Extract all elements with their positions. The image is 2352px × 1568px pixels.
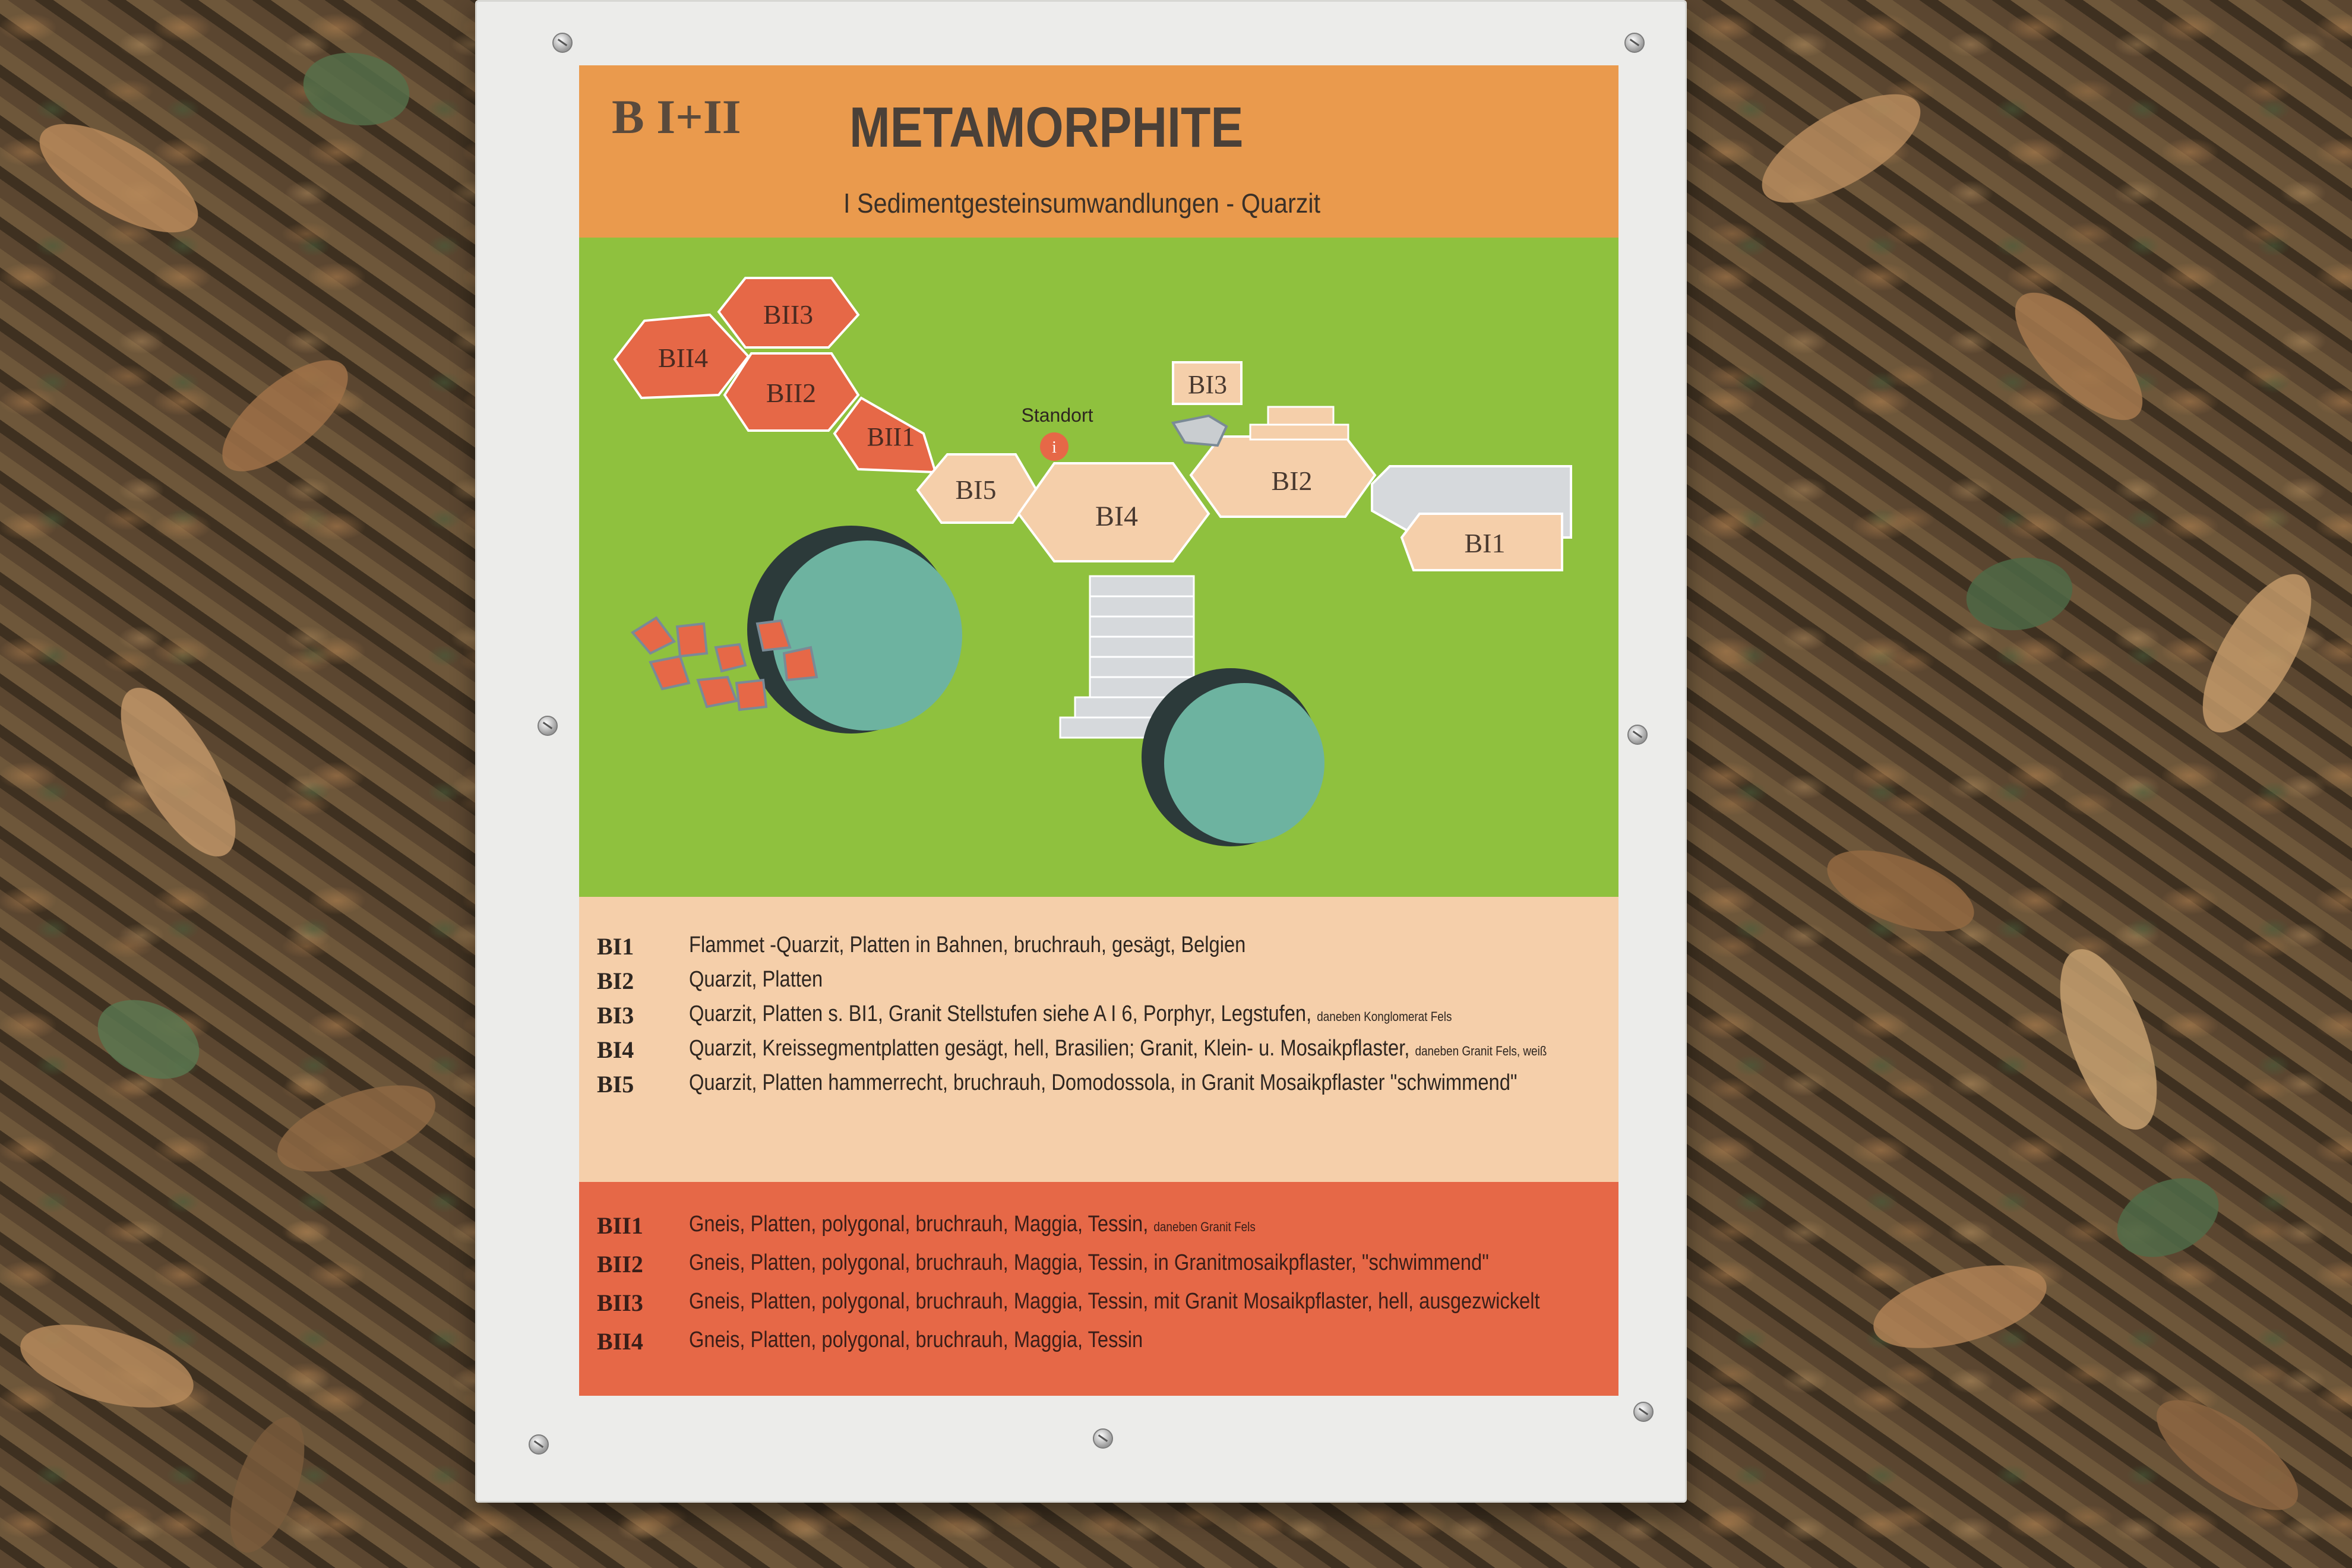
screw-icon: [552, 33, 573, 53]
legend-text: Gneis, Platten, polygonal, bruchrauh, Maggia, Tessin, mit Granit Mosaikpflaster, hell, ausgezwickelt: [689, 1289, 1540, 1314]
legend-code: BII2: [597, 1251, 643, 1278]
section-code: B I+II: [612, 90, 741, 144]
screw-icon: [538, 716, 558, 736]
label-b2-3: BII3: [763, 299, 814, 330]
legend-text: Gneis, Platten, polygonal, bruchrauh, Maggia, Tessin, daneben Granit Fels: [689, 1212, 1256, 1237]
b1-3-step-2: [1250, 425, 1348, 440]
legend-code: BI2: [597, 968, 634, 994]
legend-code: BI1: [597, 933, 634, 960]
legend-text: Flammet -Quarzit, Platten in Bahnen, bruchrauh, gesägt, Belgien: [689, 932, 1246, 957]
legend-group-b2: [579, 1182, 1618, 1396]
label-b1-2: BI2: [1271, 466, 1313, 496]
legend-note: daneben Granit Fels, weiß: [1415, 1044, 1547, 1058]
standort-label: Standort: [1021, 404, 1093, 426]
info-panel: [579, 65, 1618, 1396]
sign-header: [579, 65, 1618, 238]
legend-code: BII1: [597, 1212, 643, 1239]
site-map-drawing: [579, 238, 1618, 897]
screw-icon: [1093, 1428, 1113, 1449]
label-b1-4: BI4: [1095, 501, 1138, 532]
label-b2-4: BII4: [657, 343, 709, 373]
label-b2-1: BII1: [867, 422, 915, 451]
legend-text: Quarzit, Platten s. BI1, Granit Stellstufen siehe A I 6, Porphyr, Legstufen, daneben Konglomerat Fels: [689, 1001, 1452, 1026]
sign-subtitle: I Sedimentgesteinsumwandlungen - Quarzit: [843, 188, 1321, 219]
legend-text: Gneis, Platten, polygonal, bruchrauh, Maggia, Tessin: [689, 1327, 1143, 1352]
rock-bed-left: [772, 540, 962, 731]
legend-code: BII4: [597, 1328, 643, 1355]
label-b1-1: BI1: [1464, 528, 1506, 558]
legend-note: daneben Konglomerat Fels: [1317, 1009, 1452, 1024]
legend-code: BI3: [597, 1002, 634, 1029]
legend-code: BI4: [597, 1036, 634, 1063]
legend-code: BII3: [597, 1289, 643, 1316]
screw-icon: [529, 1434, 549, 1455]
label-b2-2: BII2: [766, 378, 817, 408]
screw-icon: [1624, 33, 1645, 53]
b1-3-step-1: [1268, 407, 1333, 425]
screw-icon: [1627, 725, 1648, 745]
legend-text: Quarzit, Platten: [689, 967, 823, 992]
b1-3-stone: [1173, 416, 1226, 445]
legend-group-b1: [579, 897, 1618, 1182]
standort-info: i: [1052, 438, 1057, 457]
legend-text: Gneis, Platten, polygonal, bruchrauh, Maggia, Tessin, in Granitmosaikpflaster, "schwimmend": [689, 1250, 1489, 1275]
rock-bed-right: [1164, 683, 1324, 843]
legend-text: Quarzit, Kreissegmentplatten gesägt, hell, Brasilien; Granit, Klein- u. Mosaikpflaster, daneben Granit Fels, weiß: [689, 1036, 1547, 1061]
site-map: [579, 238, 1618, 897]
legend-note: daneben Granit Fels: [1153, 1219, 1256, 1234]
label-b1-5: BI5: [955, 475, 997, 505]
legend-code: BI5: [597, 1071, 634, 1098]
legend-text: Quarzit, Platten hammerrecht, bruchrauh, Domodossola, in Granit Mosaikpflaster "schwimmend": [689, 1070, 1518, 1095]
label-b1-3: BI3: [1188, 370, 1227, 399]
screw-icon: [1633, 1402, 1654, 1422]
sign-title: METAMORPHITE: [849, 96, 1244, 159]
